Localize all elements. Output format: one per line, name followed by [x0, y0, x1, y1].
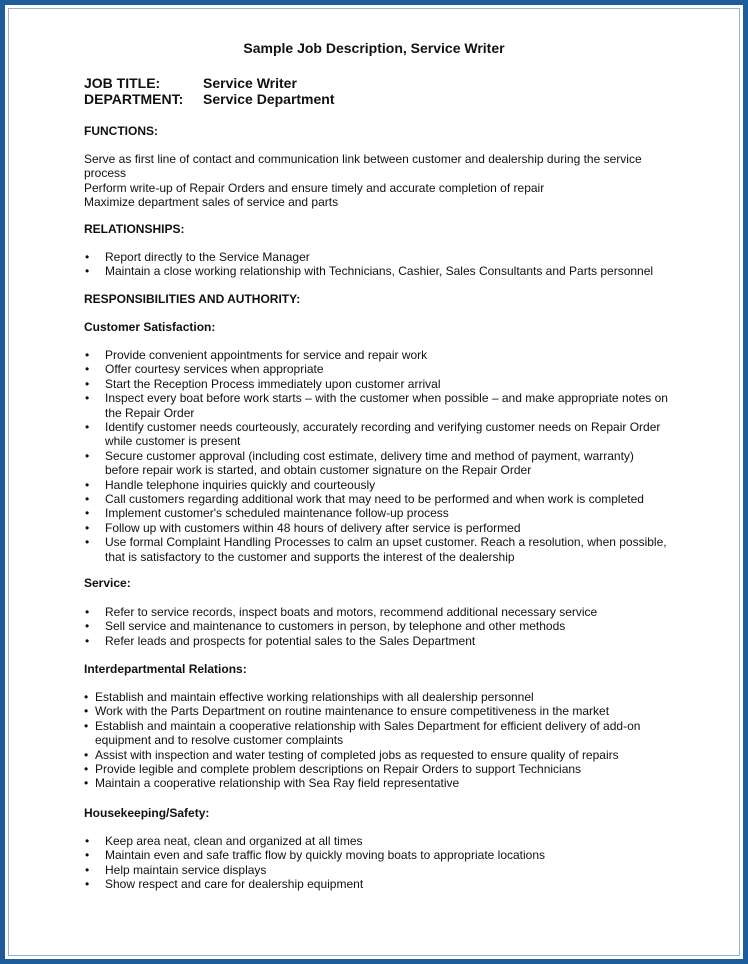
housekeeping-heading: Housekeeping/Safety: [84, 806, 210, 820]
list-item: • Establish and maintain a cooperative relationship with Sales Department for efficient delivery of add-on equipment and to resolve customer complaints [84, 719, 664, 748]
list-item: • Show respect and care for dealership equipment [84, 877, 684, 891]
list-item: • Report directly to the Service Manager [84, 250, 684, 264]
list-item: • Assist with inspection and water testing of completed jobs as requested to ensure quality of repairs [84, 748, 664, 762]
service-list [84, 605, 684, 648]
job-title-label: JOB TITLE: [84, 75, 161, 91]
customer-satisfaction-list [84, 348, 669, 564]
list-item: • Provide legible and complete problem descriptions on Repair Orders to support Technicians [84, 762, 664, 776]
list-item: • Help maintain service displays [84, 863, 684, 877]
functions-section [84, 124, 684, 138]
list-item: • Handle telephone inquiries quickly and courteously [84, 478, 669, 492]
function-line: Perform write-up of Repair Orders and ensure timely and accurate completion of repair [84, 180, 545, 195]
list-item: • Start the Reception Process immediately upon customer arrival [84, 377, 669, 391]
housekeeping-section [84, 806, 684, 820]
list-item: • Secure customer approval (including cost estimate, delivery time and method of payment, warranty) before repair work is started, and obtain customer signature on the Repair Order [84, 449, 669, 478]
relationships-heading: RELATIONSHIPS: [84, 222, 185, 236]
list-item: • Call customers regarding additional work that may need to be performed and when work is completed [84, 492, 669, 506]
customer-satisfaction-heading: Customer Satisfaction: [84, 320, 216, 334]
list-item: • Provide convenient appointments for service and repair work [84, 348, 669, 362]
housekeeping-list [84, 834, 684, 892]
list-item: • Sell service and maintenance to customers in person, by telephone and other methods [84, 619, 684, 633]
list-item: • Establish and maintain effective working relationships with all dealership personnel [84, 690, 664, 704]
interdepartmental-section [84, 662, 684, 676]
customer-satisfaction-section [84, 320, 684, 334]
relationships-section [84, 222, 684, 236]
list-item: • Keep area neat, clean and organized at all times [84, 834, 684, 848]
list-item: • Refer to service records, inspect boats and motors, recommend additional necessary service [84, 605, 684, 619]
relationships-list [84, 250, 684, 279]
list-item: • Offer courtesy services when appropriate [84, 362, 669, 376]
function-line: Maximize department sales of service and parts [84, 195, 339, 210]
list-item: • Maintain a close working relationship with Technicians, Cashier, Sales Consultants and Parts personnel [84, 264, 684, 278]
functions-text [84, 152, 669, 210]
list-item: • Maintain a cooperative relationship with Sea Ray field representative [84, 776, 664, 790]
department-value: Service Department [203, 91, 335, 107]
function-line: Serve as first line of contact and communication link between customer and dealership during the service process [84, 152, 642, 181]
service-section [84, 576, 684, 590]
job-meta [84, 75, 335, 107]
responsibilities-heading: RESPONSIBILITIES AND AUTHORITY: [84, 292, 301, 306]
list-item: • Inspect every boat before work starts – with the customer when possible – and make appropriate notes on the Repair Order [84, 391, 669, 420]
department-label: DEPARTMENT: [84, 91, 184, 107]
job-title-value: Service Writer [203, 75, 297, 91]
list-item: • Use formal Complaint Handling Processes to calm an upset customer. Reach a resolution, when possible, that is satisfactory to the customer and supports the interest of the dealership [84, 535, 669, 564]
list-item: • Maintain even and safe traffic flow by quickly moving boats to appropriate locations [84, 848, 684, 862]
list-item: • Follow up with customers within 48 hours of delivery after service is performed [84, 521, 669, 535]
list-item: • Refer leads and prospects for potential sales to the Sales Department [84, 634, 684, 648]
list-item: • Work with the Parts Department on routine maintenance to ensure competitiveness in the market [84, 704, 664, 718]
list-item: • Implement customer's scheduled maintenance follow-up process [84, 506, 669, 520]
interdepartmental-list [84, 690, 664, 791]
responsibilities-section [84, 292, 684, 306]
service-heading: Service: [84, 576, 131, 590]
list-item: • Identify customer needs courteously, accurately recording and verifying customer needs on Repair Order while customer is present [84, 420, 669, 449]
document-title: Sample Job Description, Service Writer [243, 40, 505, 56]
functions-heading: FUNCTIONS: [84, 124, 158, 138]
interdepartmental-heading: Interdepartmental Relations: [84, 662, 247, 676]
